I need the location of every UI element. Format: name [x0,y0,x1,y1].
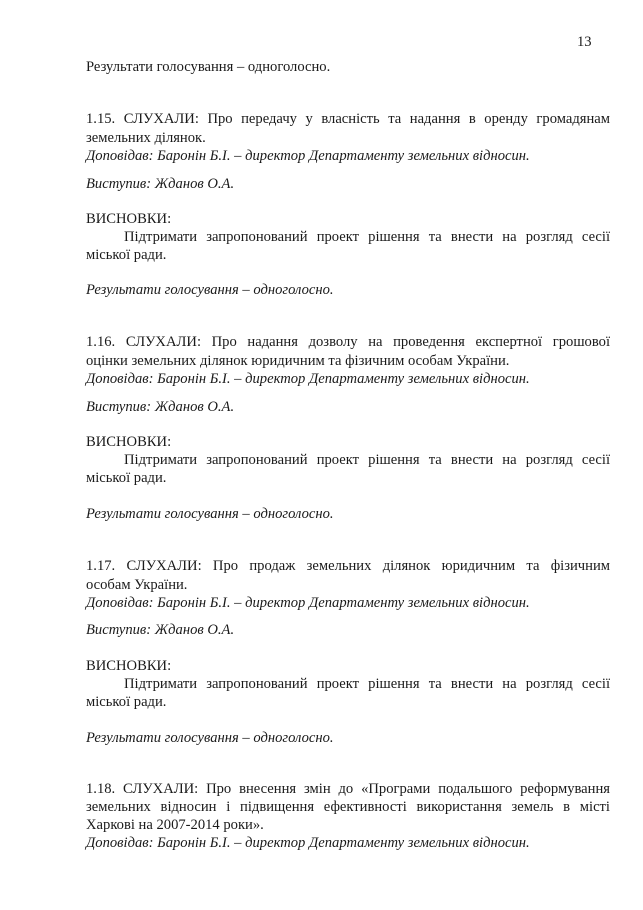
voting-result: Результати голосування – одноголосно. [86,282,334,298]
conclusions-title: ВИСНОВКИ: [86,434,172,450]
conclusion-text: Підтримати запропонований проект рішення та внести на розгляд сесії [124,676,610,692]
speaker-line: Доповідав: Баронін Б.І. – директор Департаменту земельних відносин. [86,148,530,164]
conclusion-text: Підтримати запропонований проект рішення та внести на розгляд сесії [124,452,610,468]
conclusion-text: Підтримати запропонований проект рішення та внести на розгляд сесії [124,229,610,245]
page-number: 13 [577,34,592,50]
speech-line: Виступив: Жданов О.А. [86,399,235,415]
speaker-line: Доповідав: Баронін Б.І. – директор Департаменту земельних відносин. [86,371,530,387]
heard-item-1-17: 1.17. СЛУХАЛИ: Про продаж земельних ділянок юридичним та фізичним [86,558,610,574]
heard-item-1-16: 1.16. СЛУХАЛИ: Про надання дозволу на проведення експертної грошової [86,334,610,350]
conclusion-text-cont: міської ради. [86,247,167,263]
voting-result: Результати голосування – одноголосно. [86,506,334,522]
heard-item-1-15-cont: земельних ділянок. [86,130,206,146]
speaker-line: Доповідав: Баронін Б.І. – директор Департаменту земельних відносин. [86,595,530,611]
heard-item-1-18-cont2: Харкові на 2007-2014 роки». [86,817,264,833]
heard-item-1-16-cont: оцінки земельних ділянок юридичним та фізичним особам України. [86,353,510,369]
speech-line: Виступив: Жданов О.А. [86,622,235,638]
conclusions-title: ВИСНОВКИ: [86,211,172,227]
heard-item-1-18-cont: земельних відносин і підвищення ефективності використання земель в місті [86,799,610,815]
heard-item-1-17-cont: особам України. [86,577,188,593]
voting-result: Результати голосування – одноголосно. [86,59,331,75]
speech-line: Виступив: Жданов О.А. [86,176,235,192]
conclusions-title: ВИСНОВКИ: [86,658,172,674]
speaker-line: Доповідав: Баронін Б.І. – директор Департаменту земельних відносин. [86,835,530,851]
conclusion-text-cont: міської ради. [86,694,167,710]
heard-item-1-18: 1.18. СЛУХАЛИ: Про внесення змін до «Програми подальшого реформування [86,781,610,797]
voting-result: Результати голосування – одноголосно. [86,730,334,746]
heard-item-1-15: 1.15. СЛУХАЛИ: Про передачу у власність та надання в оренду громадянам [86,111,610,127]
conclusion-text-cont: міської ради. [86,470,167,486]
